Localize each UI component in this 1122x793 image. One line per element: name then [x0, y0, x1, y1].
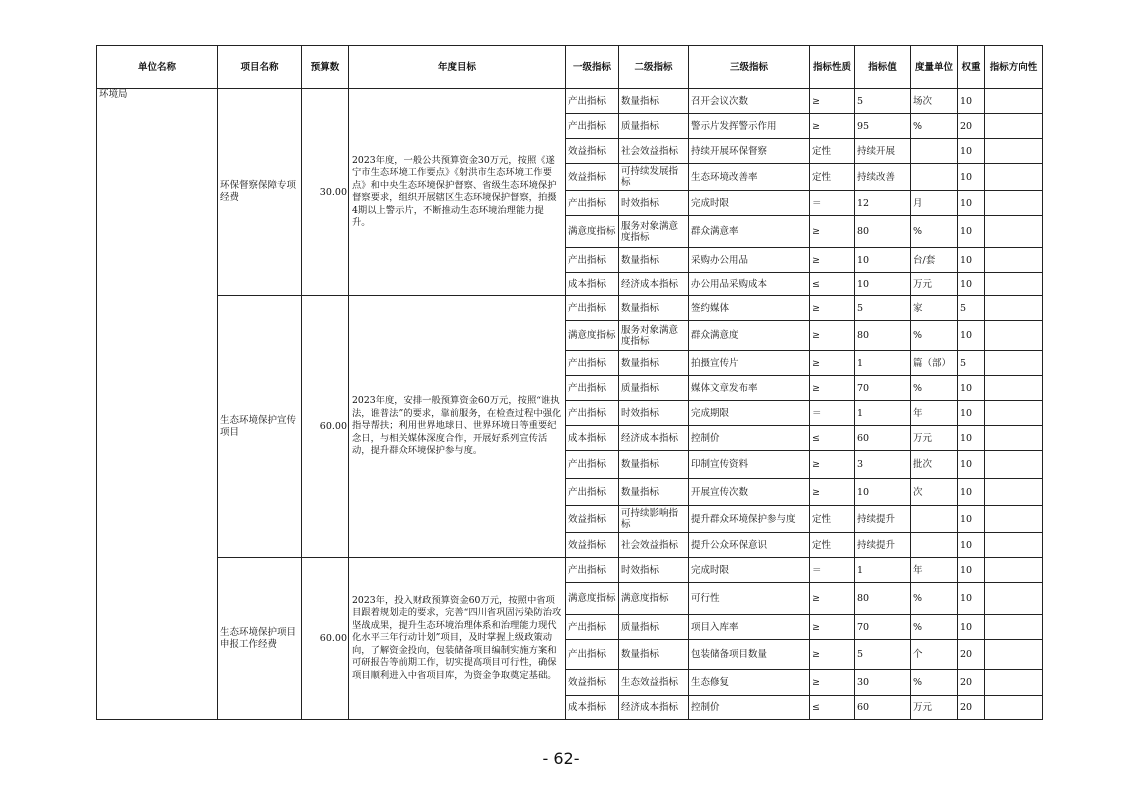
project-name-cell: 生态环境保护项目申报工作经费 — [218, 558, 302, 720]
indicator-weight: 10 — [958, 273, 985, 296]
level2-indicator: 服务对象满意度指标 — [619, 216, 689, 248]
indicator-value: 30 — [855, 670, 911, 696]
level3-indicator: 项目入库率 — [689, 615, 810, 640]
level3-indicator: 拍摄宣传片 — [689, 351, 810, 376]
indicator-weight: 10 — [958, 191, 985, 216]
indicator-measure: % — [911, 321, 958, 351]
header-measure: 度量单位 — [911, 46, 958, 89]
level2-indicator: 数量指标 — [619, 89, 689, 114]
indicator-weight: 10 — [958, 248, 985, 273]
indicator-measure: 万元 — [911, 696, 958, 720]
level3-indicator: 控制价 — [689, 426, 810, 451]
level2-indicator: 数量指标 — [619, 296, 689, 321]
indicator-nature: ＝ — [810, 191, 855, 216]
indicator-weight: 10 — [958, 321, 985, 351]
level3-indicator: 办公用品采购成本 — [689, 273, 810, 296]
level2-indicator: 社会效益指标 — [619, 533, 689, 558]
indicator-value: 10 — [855, 479, 911, 506]
indicator-nature: ≥ — [810, 216, 855, 248]
level3-indicator: 可行性 — [689, 583, 810, 615]
indicator-nature: 定性 — [810, 506, 855, 533]
indicator-nature: ≥ — [810, 640, 855, 670]
level3-indicator: 印制宣传资料 — [689, 451, 810, 479]
indicator-measure — [911, 139, 958, 164]
indicator-nature: ≥ — [810, 296, 855, 321]
level3-indicator: 警示片发挥警示作用 — [689, 114, 810, 139]
indicator-weight: 10 — [958, 583, 985, 615]
indicator-nature: ≤ — [810, 273, 855, 296]
indicator-value: 95 — [855, 114, 911, 139]
indicator-value: 1 — [855, 351, 911, 376]
indicator-direction — [985, 670, 1043, 696]
level2-indicator: 数量指标 — [619, 351, 689, 376]
indicator-value: 80 — [855, 216, 911, 248]
level1-indicator: 效益指标 — [566, 164, 619, 191]
indicator-measure: % — [911, 670, 958, 696]
header-budget: 预算数 — [302, 46, 349, 89]
indicator-measure: 月 — [911, 191, 958, 216]
indicator-measure: 次 — [911, 479, 958, 506]
header-direction: 指标方向性 — [985, 46, 1043, 89]
indicator-direction — [985, 615, 1043, 640]
table-body — [97, 89, 1043, 720]
indicator-direction — [985, 273, 1043, 296]
indicator-measure: 篇（部） — [911, 351, 958, 376]
project-goal-cell: 2023年，投入财政预算资金60万元，按照中省项目跟着规划走的要求，完善“四川省巩固污染防治攻坚战成果，提升生态环境治理体系和治理能力现代化水平三年行动计划”项目，及时掌握上级政策动向，了解资金投向，包装储备项目编制实施方案和可研报告等前期工作，切实提高项目可行性，确保项目顺利进入中省项目库，为资金争取奠定基础。 — [349, 558, 566, 720]
indicator-weight: 10 — [958, 558, 985, 583]
header-value: 指标值 — [855, 46, 911, 89]
level2-indicator: 时效指标 — [619, 191, 689, 216]
indicator-weight: 10 — [958, 615, 985, 640]
indicator-value: 10 — [855, 273, 911, 296]
level3-indicator: 签约媒体 — [689, 296, 810, 321]
project-budget-cell: 60.00 — [302, 296, 349, 558]
project-goal-cell: 2023年度，安排一般预算资金60万元，按照“谁执法，谁普法”的要求，靠前服务，在检查过程中强化指导帮扶；利用世界地球日、世界环境日等重要纪念日，与相关媒体深度合作，开展好系列宣传活动，提升群众环境保护参与度。 — [349, 296, 566, 558]
indicator-weight: 10 — [958, 139, 985, 164]
level3-indicator: 生态环境改善率 — [689, 164, 810, 191]
indicator-weight: 10 — [958, 89, 985, 114]
indicator-direction — [985, 321, 1043, 351]
indicator-value: 12 — [855, 191, 911, 216]
indicator-value: 持续改善 — [855, 164, 911, 191]
level2-indicator: 数量指标 — [619, 451, 689, 479]
indicator-value: 80 — [855, 583, 911, 615]
indicator-direction — [985, 191, 1043, 216]
level3-indicator: 群众满意度 — [689, 321, 810, 351]
header-unit: 单位名称 — [97, 46, 218, 89]
header-nature: 指标性质 — [810, 46, 855, 89]
indicator-nature: ≥ — [810, 615, 855, 640]
level2-indicator: 质量指标 — [619, 114, 689, 139]
indicator-value: 10 — [855, 248, 911, 273]
indicator-value: 70 — [855, 615, 911, 640]
level1-indicator: 产出指标 — [566, 248, 619, 273]
indicator-nature: ≥ — [810, 114, 855, 139]
level3-indicator: 开展宣传次数 — [689, 479, 810, 506]
indicator-nature: ≥ — [810, 376, 855, 401]
indicator-direction — [985, 216, 1043, 248]
indicator-measure: 万元 — [911, 273, 958, 296]
indicator-direction — [985, 114, 1043, 139]
indicator-weight: 10 — [958, 376, 985, 401]
indicator-weight: 10 — [958, 451, 985, 479]
indicator-measure: % — [911, 114, 958, 139]
indicator-nature: ＝ — [810, 558, 855, 583]
indicator-value: 1 — [855, 558, 911, 583]
indicator-measure: 年 — [911, 558, 958, 583]
indicator-measure: % — [911, 376, 958, 401]
table-row — [97, 558, 1043, 583]
indicator-direction — [985, 640, 1043, 670]
indicator-value: 5 — [855, 640, 911, 670]
level2-indicator: 经济成本指标 — [619, 273, 689, 296]
indicator-weight: 20 — [958, 670, 985, 696]
indicator-nature: ≥ — [810, 89, 855, 114]
indicator-direction — [985, 376, 1043, 401]
level2-indicator: 数量指标 — [619, 248, 689, 273]
level3-indicator: 完成时限 — [689, 191, 810, 216]
level3-indicator: 媒体文章发布率 — [689, 376, 810, 401]
indicator-weight: 10 — [958, 164, 985, 191]
unit-name-cell: 环境局 — [97, 89, 218, 720]
indicator-direction — [985, 139, 1043, 164]
level1-indicator: 产出指标 — [566, 558, 619, 583]
page-number: - 62- — [542, 749, 580, 768]
indicator-measure: 家 — [911, 296, 958, 321]
level3-indicator: 持续开展环保督察 — [689, 139, 810, 164]
indicator-direction — [985, 401, 1043, 426]
indicator-weight: 10 — [958, 216, 985, 248]
indicator-weight: 20 — [958, 696, 985, 720]
indicator-value: 持续开展 — [855, 139, 911, 164]
indicator-weight: 10 — [958, 506, 985, 533]
indicator-direction — [985, 479, 1043, 506]
level3-indicator: 生态修复 — [689, 670, 810, 696]
indicator-direction — [985, 583, 1043, 615]
indicator-nature: ≤ — [810, 426, 855, 451]
indicator-nature: 定性 — [810, 139, 855, 164]
level3-indicator: 采购办公用品 — [689, 248, 810, 273]
indicator-direction — [985, 533, 1043, 558]
level1-indicator: 产出指标 — [566, 615, 619, 640]
indicator-direction — [985, 89, 1043, 114]
table-row — [97, 296, 1043, 321]
indicator-weight: 20 — [958, 640, 985, 670]
indicator-nature: ≥ — [810, 321, 855, 351]
indicator-measure — [911, 533, 958, 558]
indicator-nature: ≤ — [810, 696, 855, 720]
indicator-measure: 台/套 — [911, 248, 958, 273]
level2-indicator: 可持续影响指标 — [619, 506, 689, 533]
indicator-value: 60 — [855, 696, 911, 720]
level1-indicator: 效益指标 — [566, 506, 619, 533]
indicator-measure: % — [911, 216, 958, 248]
level1-indicator: 产出指标 — [566, 351, 619, 376]
level1-indicator: 效益指标 — [566, 139, 619, 164]
indicator-measure: 年 — [911, 401, 958, 426]
level2-indicator: 满意度指标 — [619, 583, 689, 615]
level1-indicator: 产出指标 — [566, 114, 619, 139]
level3-indicator: 完成期限 — [689, 401, 810, 426]
level3-indicator: 完成时限 — [689, 558, 810, 583]
indicator-measure — [911, 164, 958, 191]
indicator-direction — [985, 164, 1043, 191]
indicator-nature: ≥ — [810, 451, 855, 479]
level2-indicator: 数量指标 — [619, 479, 689, 506]
table-row — [97, 89, 1043, 114]
indicator-value: 持续提升 — [855, 506, 911, 533]
indicator-value: 持续提升 — [855, 533, 911, 558]
level1-indicator: 满意度指标 — [566, 216, 619, 248]
level1-indicator: 产出指标 — [566, 376, 619, 401]
level1-indicator: 效益指标 — [566, 670, 619, 696]
level2-indicator: 生态效益指标 — [619, 670, 689, 696]
level1-indicator: 产出指标 — [566, 451, 619, 479]
indicator-value: 80 — [855, 321, 911, 351]
indicator-measure: 场次 — [911, 89, 958, 114]
level2-indicator: 经济成本指标 — [619, 426, 689, 451]
project-name-cell: 生态环境保护宣传项目 — [218, 296, 302, 558]
indicator-direction — [985, 248, 1043, 273]
indicator-value: 60 — [855, 426, 911, 451]
indicator-nature: ≥ — [810, 351, 855, 376]
level3-indicator: 控制价 — [689, 696, 810, 720]
level1-indicator: 产出指标 — [566, 640, 619, 670]
level1-indicator: 产出指标 — [566, 479, 619, 506]
indicator-value: 1 — [855, 401, 911, 426]
level2-indicator: 服务对象满意度指标 — [619, 321, 689, 351]
level1-indicator: 满意度指标 — [566, 321, 619, 351]
level2-indicator: 时效指标 — [619, 401, 689, 426]
level1-indicator: 成本指标 — [566, 426, 619, 451]
indicator-value: 5 — [855, 89, 911, 114]
indicator-value: 70 — [855, 376, 911, 401]
indicator-measure: % — [911, 583, 958, 615]
level3-indicator: 包装储备项目数量 — [689, 640, 810, 670]
level1-indicator: 效益指标 — [566, 533, 619, 558]
level1-indicator: 成本指标 — [566, 696, 619, 720]
level3-indicator: 提升群众环境保护参与度 — [689, 506, 810, 533]
indicator-direction — [985, 558, 1043, 583]
indicator-measure: 个 — [911, 640, 958, 670]
indicator-measure: % — [911, 615, 958, 640]
level1-indicator: 满意度指标 — [566, 583, 619, 615]
indicator-measure: 批次 — [911, 451, 958, 479]
indicator-direction — [985, 296, 1043, 321]
header-weight: 权重 — [958, 46, 985, 89]
header-level1: 一级指标 — [566, 46, 619, 89]
level2-indicator: 可持续发展指标 — [619, 164, 689, 191]
indicator-direction — [985, 451, 1043, 479]
header-level2: 二级指标 — [619, 46, 689, 89]
indicator-weight: 10 — [958, 479, 985, 506]
indicator-nature: ＝ — [810, 401, 855, 426]
project-name-cell: 环保督察保障专项经费 — [218, 89, 302, 296]
level3-indicator: 召开会议次数 — [689, 89, 810, 114]
table-header-row — [97, 46, 1043, 89]
level1-indicator: 成本指标 — [566, 273, 619, 296]
indicator-weight: 5 — [958, 296, 985, 321]
indicator-direction — [985, 351, 1043, 376]
indicator-nature: ≥ — [810, 248, 855, 273]
level2-indicator: 质量指标 — [619, 376, 689, 401]
header-level3: 三级指标 — [689, 46, 810, 89]
level1-indicator: 产出指标 — [566, 296, 619, 321]
performance-target-table — [96, 45, 1043, 720]
project-budget-cell: 30.00 — [302, 89, 349, 296]
level2-indicator: 时效指标 — [619, 558, 689, 583]
indicator-nature: ≥ — [810, 583, 855, 615]
indicator-weight: 5 — [958, 351, 985, 376]
indicator-weight: 20 — [958, 114, 985, 139]
project-goal-cell: 2023年度，一般公共预算资金30万元，按照《遂宁市生态环境工作要点》《射洪市生态环境工作要点》和中央生态环境保护督察、省级生态环境保护督察要求，组织开展辖区生态环境保护督察，拍摄4期以上警示片，不断推动生态环境治理能力提升。 — [349, 89, 566, 296]
project-budget-cell: 60.00 — [302, 558, 349, 720]
level2-indicator: 数量指标 — [619, 640, 689, 670]
indicator-value: 3 — [855, 451, 911, 479]
level1-indicator: 产出指标 — [566, 191, 619, 216]
indicator-nature: ≥ — [810, 670, 855, 696]
level1-indicator: 产出指标 — [566, 89, 619, 114]
level1-indicator: 产出指标 — [566, 401, 619, 426]
header-project: 项目名称 — [218, 46, 302, 89]
indicator-weight: 10 — [958, 401, 985, 426]
level2-indicator: 社会效益指标 — [619, 139, 689, 164]
indicator-measure: 万元 — [911, 426, 958, 451]
indicator-nature: 定性 — [810, 533, 855, 558]
indicator-direction — [985, 506, 1043, 533]
level3-indicator: 群众满意率 — [689, 216, 810, 248]
indicator-value: 5 — [855, 296, 911, 321]
indicator-weight: 10 — [958, 533, 985, 558]
level2-indicator: 质量指标 — [619, 615, 689, 640]
indicator-direction — [985, 426, 1043, 451]
indicator-measure — [911, 506, 958, 533]
indicator-nature: ≥ — [810, 479, 855, 506]
indicator-direction — [985, 696, 1043, 720]
level2-indicator: 经济成本指标 — [619, 696, 689, 720]
indicator-nature: 定性 — [810, 164, 855, 191]
level3-indicator: 提升公众环保意识 — [689, 533, 810, 558]
indicator-weight: 10 — [958, 426, 985, 451]
header-goal: 年度目标 — [349, 46, 566, 89]
